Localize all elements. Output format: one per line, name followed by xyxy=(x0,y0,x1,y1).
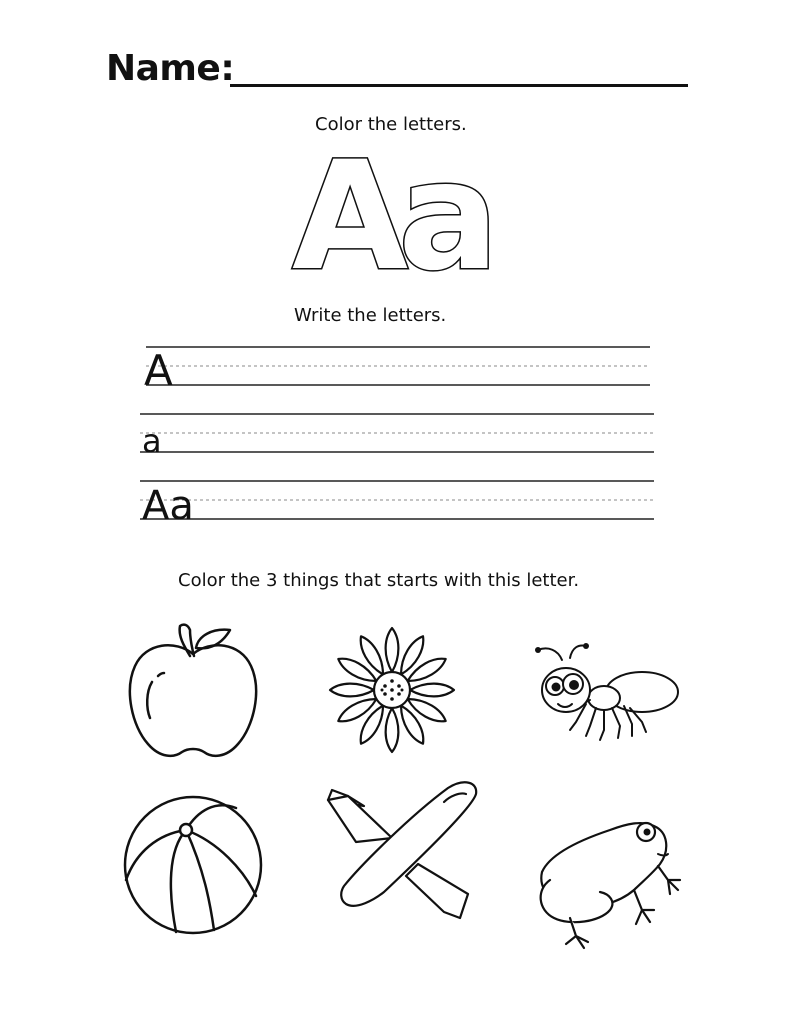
pictures-instruction: Color the 3 things that starts with this letter. xyxy=(178,570,580,591)
name-write-line[interactable] xyxy=(230,84,688,87)
write-letters-instruction: Write the letters. xyxy=(294,305,447,326)
handwriting-row-1 xyxy=(144,346,650,395)
name-label: Name: xyxy=(106,48,235,89)
apple-icon[interactable] xyxy=(118,618,268,768)
trace-sample-both: Aa xyxy=(142,483,194,529)
trace-sample-uppercase: A xyxy=(144,346,173,395)
outlined-uppercase-letter: A xyxy=(292,138,409,286)
airplane-icon[interactable] xyxy=(320,776,484,926)
handwriting-row-2 xyxy=(140,414,654,460)
frog-icon[interactable] xyxy=(530,810,686,950)
outlined-lowercase-letter: a xyxy=(398,138,500,286)
handwriting-row-3 xyxy=(140,481,654,529)
ant-icon[interactable] xyxy=(528,640,684,750)
flower-icon[interactable] xyxy=(322,620,462,760)
trace-sample-lowercase: a xyxy=(142,422,162,460)
color-letters-instruction: Color the letters. xyxy=(315,114,467,135)
outlined-letters xyxy=(290,138,510,286)
ball-icon[interactable] xyxy=(118,790,268,940)
handwriting-lines[interactable] xyxy=(138,340,658,530)
